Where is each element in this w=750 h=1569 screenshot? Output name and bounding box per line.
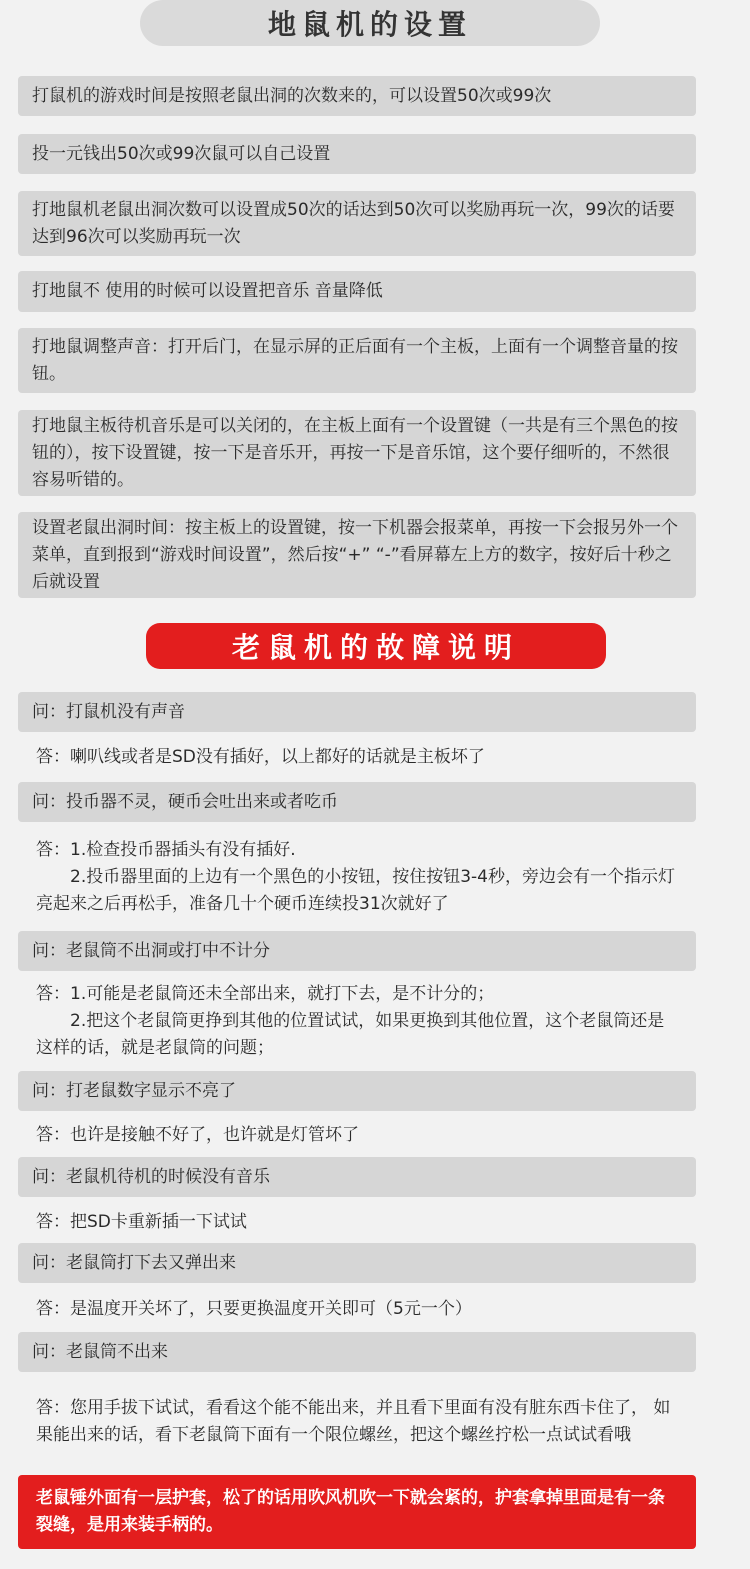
setting-item-text: 打地鼠调整声音：打开后门，在显示屏的正后面有一个主板，上面有一个调整音量的按钮。: [32, 336, 678, 384]
setting-item-text: 设置老鼠出洞时间：按主板上的设置键，按一下机器会报菜单，再按一下会报另外一个菜单，直到报到“游戏时间设置”，然后按“+” “-”看屏幕左上方的数字，按好后十秒之后就设置: [32, 517, 678, 592]
answer-text: 答：是温度开关坏了，只要更换温度开关即可（5元一个）: [36, 1298, 472, 1319]
setting-item: [18, 512, 696, 598]
fault-answer: [18, 978, 696, 1064]
question-text: 问：打鼠机没有声音: [32, 701, 185, 722]
answer-text: 2.投币器里面的上边有一个黑色的小按钮，按住按钮3-4秒，旁边会有一个指示灯亮起来之后再松手，准备几十个硬币连续投31次就好了: [36, 866, 675, 914]
setting-item: [18, 328, 696, 393]
fault-answer: [18, 740, 696, 774]
fault-answer: [18, 1379, 696, 1465]
setting-item: [18, 134, 696, 174]
fault-answer: [18, 1205, 696, 1239]
answer-text: 答：把SD卡重新插一下试试: [36, 1211, 247, 1232]
answer-text: 答：您用手拔下试试，看看这个能不能出来，并且看下里面有没有脏东西卡住了， 如果能出来的话，看下老鼠筒下面有一个限位螺丝，把这个螺丝拧松一点试试看哦: [36, 1398, 671, 1445]
fault-question: [18, 1071, 696, 1111]
fault-question: [18, 692, 696, 732]
setting-item: [18, 271, 696, 312]
fault-question: [18, 1157, 696, 1197]
setting-item-text: 打地鼠机老鼠出洞次数可以设置成50次的话达到50次可以奖励再玩一次，99次的话要达到96次可以奖励再玩一次: [32, 199, 675, 247]
question-text: 问：老鼠筒打下去又弹出来: [32, 1252, 236, 1273]
setting-item: [18, 191, 696, 256]
fault-question: [18, 782, 696, 822]
faults-title: 老鼠机的故障说明: [146, 623, 606, 669]
answer-text: 2.把这个老鼠筒更挣到其他的位置试试，如果更换到其他位置，这个老鼠筒还是这样的话，就是老鼠筒的问题；: [36, 1010, 665, 1058]
answer-text: 答：也许是接触不好了，也许就是灯管坏了: [36, 1124, 359, 1145]
answer-text: 答：1.可能是老鼠筒还未全部出来，就打下去，是不计分的；: [36, 983, 495, 1004]
fault-answer: [18, 834, 696, 920]
answer-text: 答：喇叭线或者是SD没有插好，以上都好的话就是主板坏了: [36, 746, 485, 767]
question-text: 问：老鼠筒不出来: [32, 1341, 168, 1362]
question-text: 问：打老鼠数字显示不亮了: [32, 1080, 236, 1101]
setting-item-text: 打地鼠不 使用的时候可以设置把音乐 音量降低: [32, 281, 383, 301]
setting-item-text: 打鼠机的游戏时间是按照老鼠出洞的次数来的，可以设置50次或99次: [32, 85, 552, 106]
question-text: 问：老鼠机待机的时候没有音乐: [32, 1166, 270, 1187]
settings-title: 地鼠机的设置: [140, 0, 600, 46]
setting-item: [18, 76, 696, 116]
fault-answer: [18, 1118, 696, 1152]
fault-question: [18, 931, 696, 971]
hammer-note: [18, 1475, 696, 1549]
question-text: 问：老鼠筒不出洞或打中不计分: [32, 940, 270, 961]
note-text: 老鼠锤外面有一层护套，松了的话用吹风机吹一下就会紧的，护套拿掉里面是有一条裂缝，是用来装手柄的。: [36, 1488, 665, 1535]
answer-text: 答：1.检查投币器插头有没有插好.: [36, 839, 296, 860]
fault-answer: [18, 1292, 696, 1326]
setting-item-text: 打地鼠主板待机音乐是可以关闭的，在主板上面有一个设置键（一共是有三个黑色的按钮的），按下设置键，按一下是音乐开，再按一下是音乐馆，这个要仔细听的，不然很容易听错的。: [32, 415, 678, 490]
setting-item: [18, 410, 696, 496]
question-text: 问：投币器不灵，硬币会吐出来或者吃币: [32, 791, 338, 812]
fault-question: [18, 1332, 696, 1372]
setting-item-text: 投一元钱出50次或99次鼠可以自己设置: [32, 143, 331, 164]
fault-question: [18, 1243, 696, 1283]
